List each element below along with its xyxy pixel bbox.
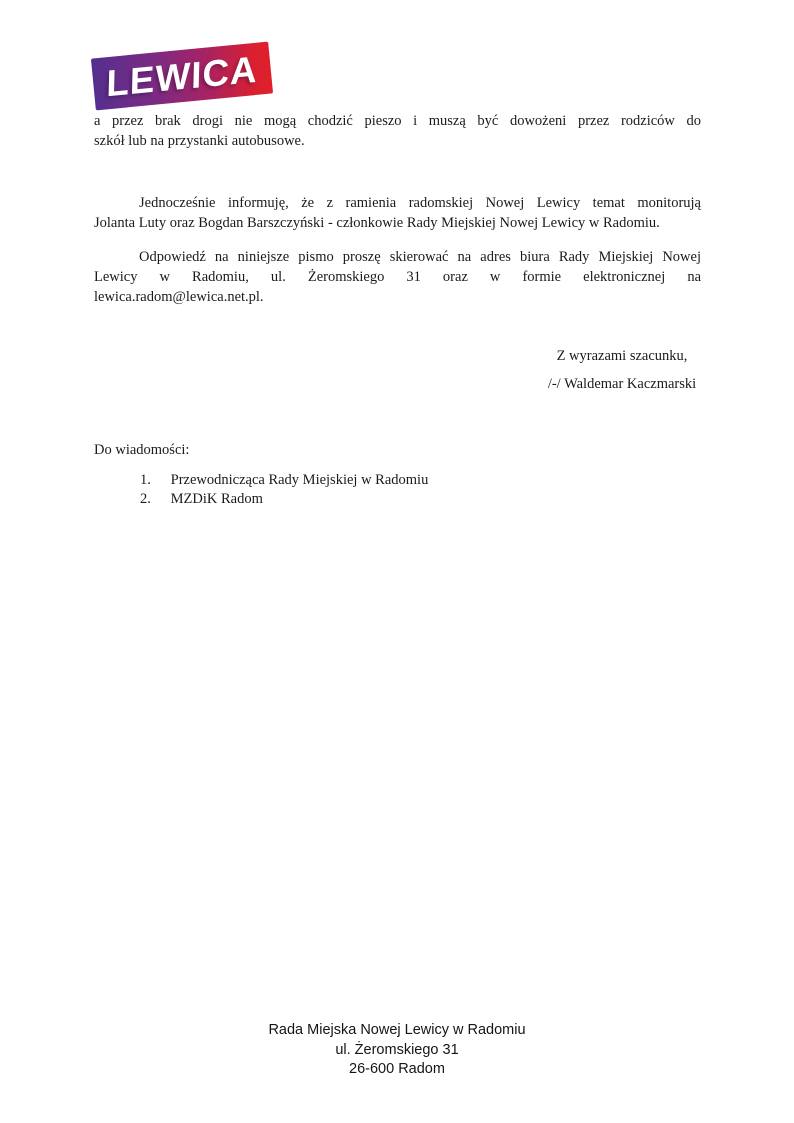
- email-text: lewica.radom@lewica.net.pl.: [94, 289, 264, 305]
- cc-label: Do wiadomości:: [94, 442, 190, 458]
- signature-name: [450, 374, 794, 394]
- cc-item-text: MZDiK Radom: [170, 491, 263, 507]
- text-line: Jolanta Luty oraz Bogdan Barszczyński - członkowie Rady Miejskiej Nowej Lewicy w Radomiu.: [94, 215, 660, 231]
- text-line: Jednocześnie informuję, że z ramienia radomskiej Nowej Lewicy temat monitorują: [139, 195, 701, 211]
- cc-list: [140, 471, 428, 509]
- text-line: Z wyrazami szacunku,: [556, 348, 688, 364]
- cc-item: [140, 471, 428, 490]
- footer-address-line: ul. Żeromskiego 31: [335, 1041, 459, 1058]
- text-line: a przez brak drogi nie mogą chodzić pieszo i muszą być dowożeni przez rodziców do: [94, 113, 701, 129]
- paragraph-reply-address: [94, 247, 701, 307]
- paragraph-monitoring: [94, 193, 701, 233]
- text-line: Lewicy w Radomiu, ul. Żeromskiego 31 oraz w formie elektronicznej na: [94, 269, 701, 285]
- footer-address: [0, 1021, 794, 1080]
- cc-item-number: 1.: [140, 472, 151, 488]
- footer-address-line: 26-600 Radom: [349, 1061, 445, 1077]
- footer-address-line: Rada Miejska Nowej Lewicy w Radomiu: [268, 1022, 526, 1038]
- closing-salutation: [450, 346, 794, 366]
- cc-item-text: Przewodnicząca Rady Miejskiej w Radomiu: [170, 472, 429, 488]
- text-line: /-/ Waldemar Kaczmarski: [547, 376, 697, 392]
- text-line: szkół lub na przystanki autobusowe.: [94, 133, 305, 149]
- cc-item: [140, 490, 428, 509]
- text-line: Odpowiedź na niniejsze pismo proszę skierować na adres biura Rady Miejskiej Nowej: [139, 249, 701, 265]
- lewica-logo: [91, 42, 273, 111]
- paragraph-continuation: [94, 111, 701, 151]
- lewica-logo-text: LEWICA: [105, 48, 259, 104]
- cc-item-number: 2.: [140, 491, 151, 507]
